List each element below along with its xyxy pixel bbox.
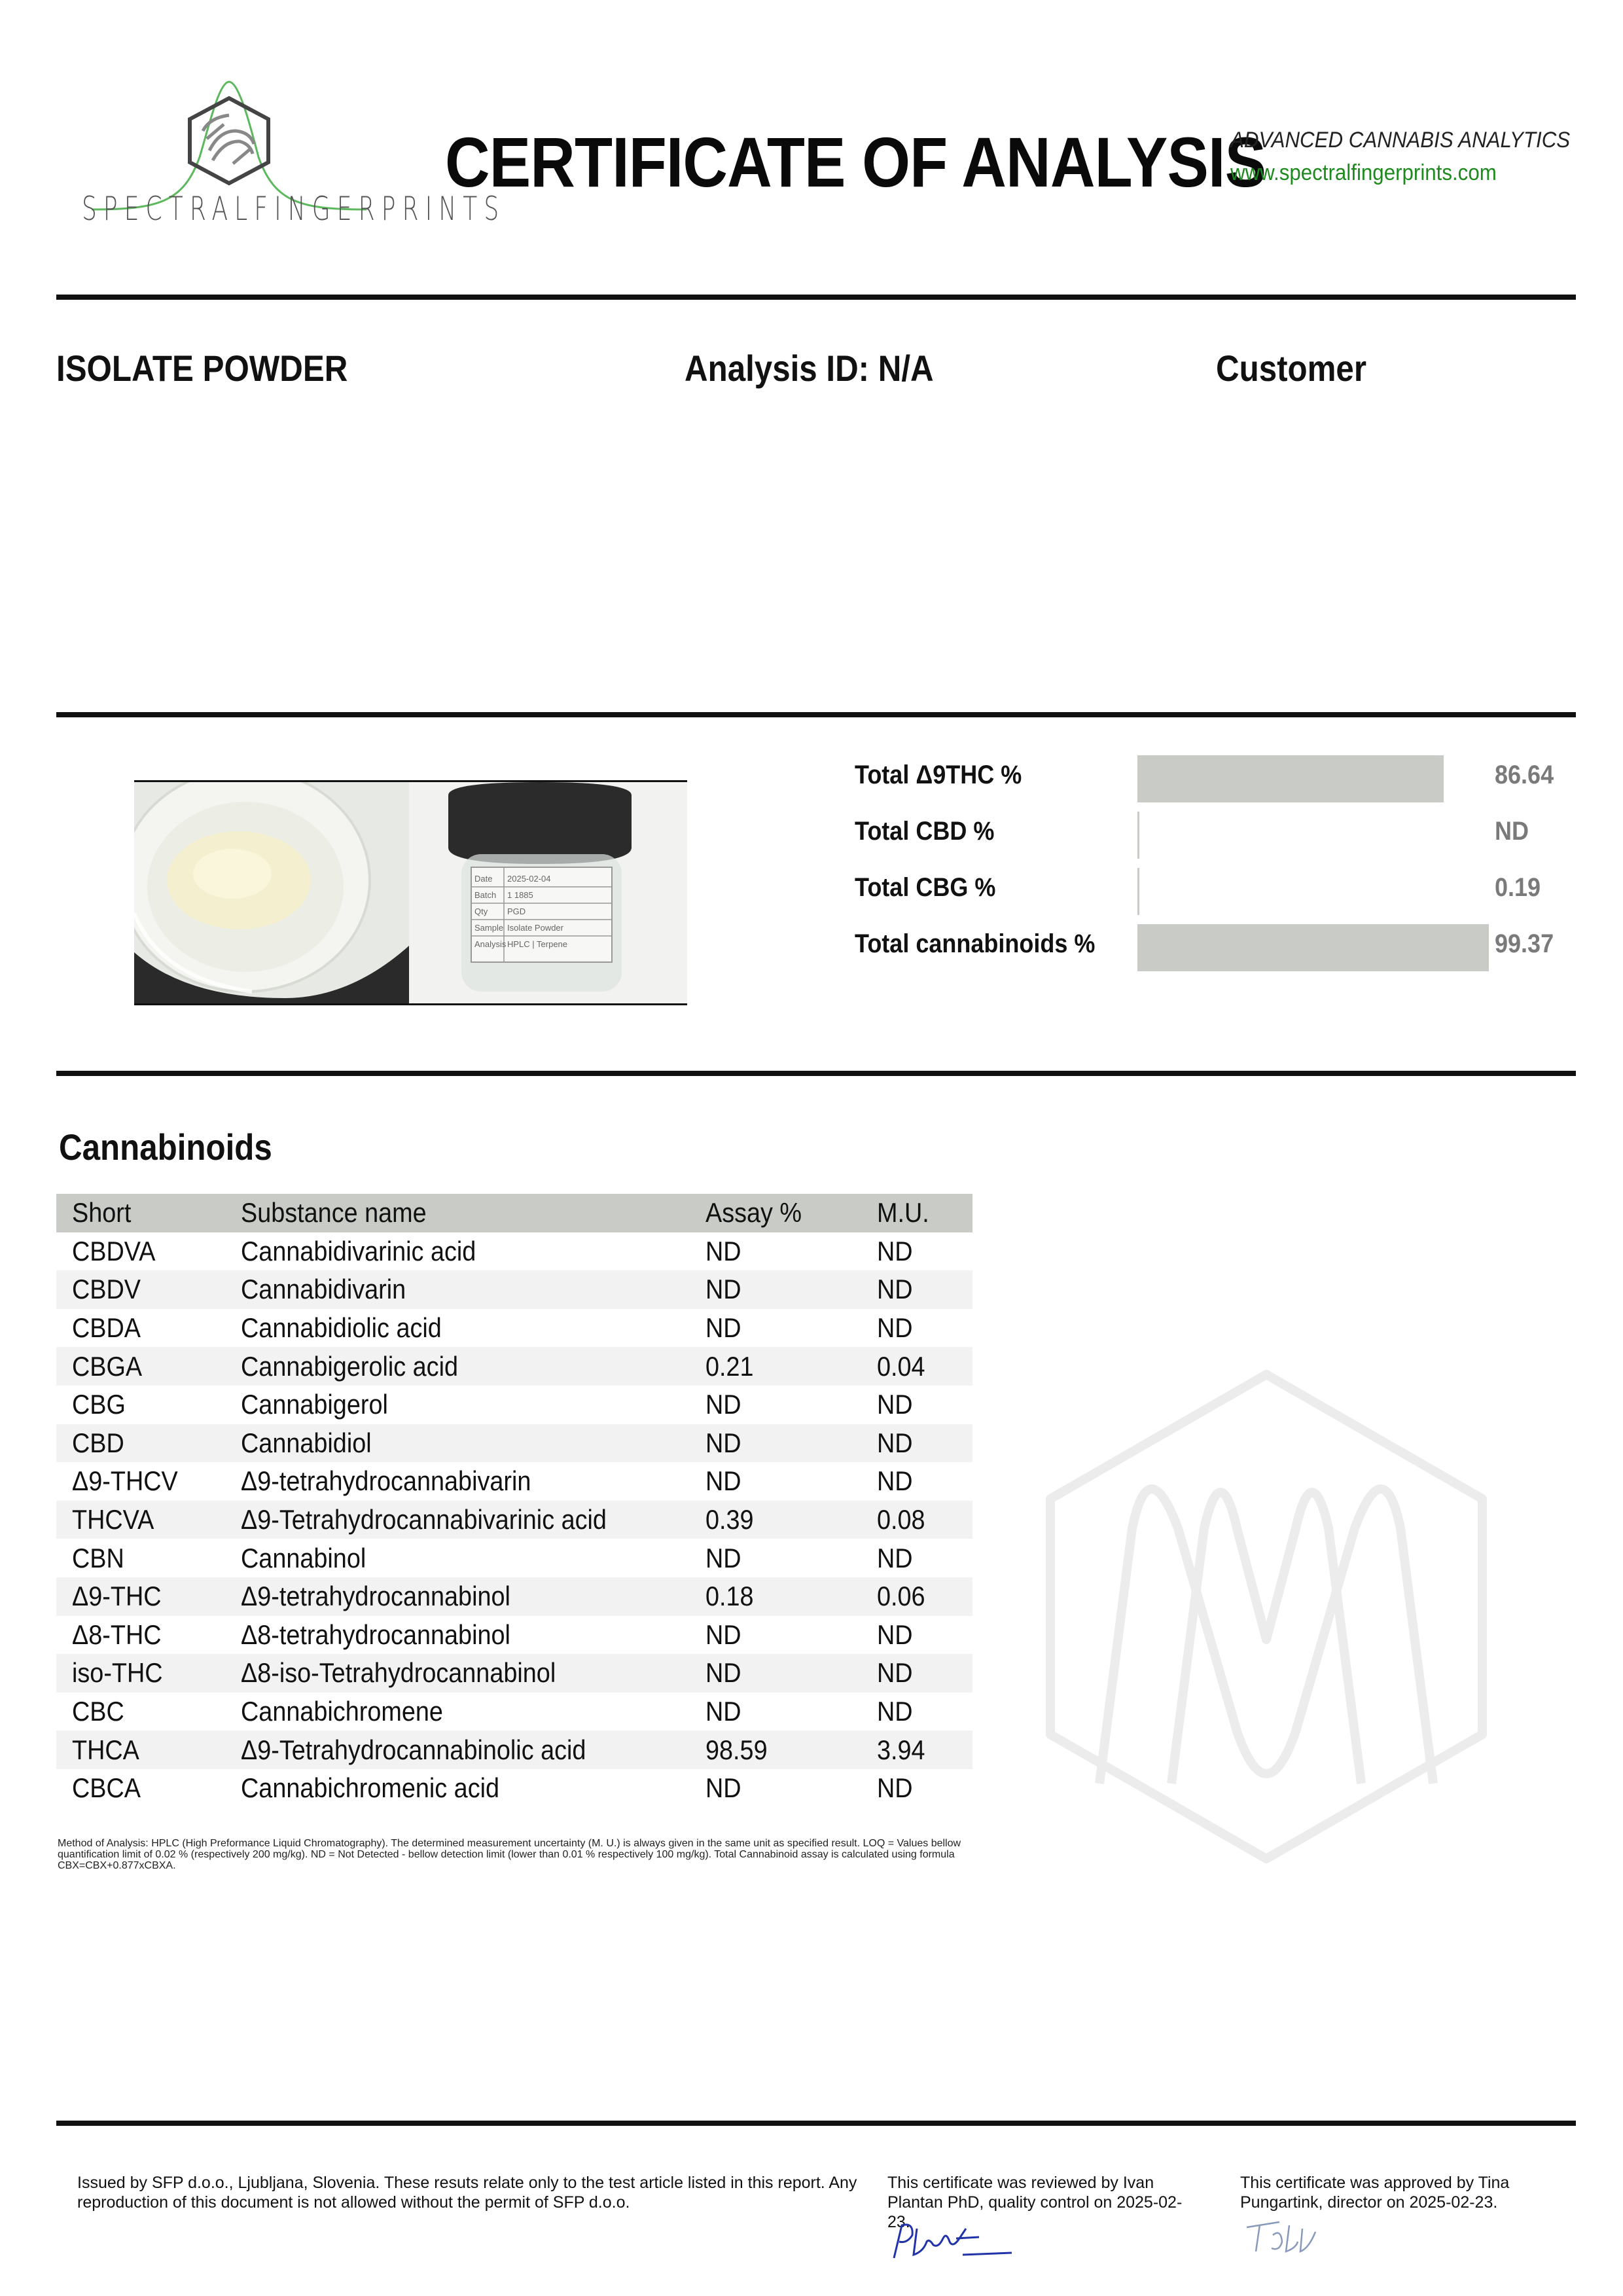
table-header-row: [56, 1194, 972, 1232]
cell-mu: 0.08: [877, 1501, 972, 1539]
analysis-id: Analysis ID: N/A: [685, 348, 934, 389]
cell-assay: ND: [705, 1270, 877, 1309]
cell-substance: Cannabigerol: [241, 1389, 388, 1420]
table-row: [56, 1731, 972, 1769]
cell-short: CBG: [72, 1389, 126, 1420]
cell-substance: Cannabinol: [241, 1542, 366, 1573]
jar-label-key: Analysis: [474, 939, 507, 949]
cell-assay: ND: [705, 1654, 877, 1693]
cell-assay: ND: [705, 1619, 741, 1650]
total-cbg-bar: [1137, 868, 1138, 915]
cell-assay: ND: [705, 1389, 741, 1420]
cell-substance: Cannabidiolic acid: [241, 1312, 442, 1344]
total-d9thc-bar-area: [1137, 755, 1491, 802]
cannabinoids-title: Cannabinoids: [59, 1126, 272, 1168]
cell-assay: 0.18: [705, 1577, 877, 1616]
document-title: CERTIFICATE OF ANALYSIS: [445, 122, 1266, 202]
cell-short: THCA: [56, 1731, 241, 1769]
column-header-assay: Assay %: [705, 1194, 877, 1232]
cell-short: CBN: [72, 1542, 124, 1573]
cell-substance: Δ9-tetrahydrocannabivarin: [241, 1465, 531, 1497]
approver-note: This certificate was approved by Tina Pungartink, director on 2025-02-23.: [1240, 2174, 1510, 2212]
company-website-link[interactable]: www.spectralfingerprints.com: [1230, 160, 1497, 185]
table-row: [56, 1769, 972, 1808]
cannabinoids-table-body: [56, 1232, 972, 1808]
cell-assay: ND: [705, 1465, 741, 1497]
watermark-logo: [1041, 1365, 1492, 1869]
customer-label: Customer: [1216, 348, 1367, 389]
table-row: [56, 1654, 972, 1693]
total-cbg-bar-area: [1137, 868, 1491, 915]
cell-short: Δ8-THC: [72, 1619, 162, 1650]
jar-label-value: PGD: [507, 906, 526, 916]
cell-assay: ND: [705, 1424, 877, 1463]
issuer-note: Issued by SFP d.o.o., Ljubljana, Slovenia. These resuts relate only to the test article listed in this report. Any reproduction of this document is not allowed without the permit of SFP d.o.o.: [77, 2174, 857, 2212]
table-row: [56, 1309, 972, 1348]
table-row: [56, 1270, 972, 1309]
column-header-short: Short: [56, 1194, 241, 1232]
method-note: Method of Analysis: HPLC (High Preformance Liquid Chromatography). The determined measurement uncertainty (M. U.) is always given in the same unit as specified result. LOQ = Values bellow quantification limit of 0.02 % (respectively 200 mg/kg). ND = Not Detected - bellow detection limit (lower than 0.01 % respectively 100 mg/kg). Total Cannabinoid assay is calculated using formula CBX=CBX+0.877xCBXA.: [58, 1838, 961, 1871]
cell-short: iso-THC: [56, 1654, 241, 1693]
cell-substance: Cannabichromene: [241, 1696, 443, 1727]
cell-assay: ND: [705, 1235, 741, 1266]
cell-mu: ND: [877, 1424, 972, 1463]
total-cannabinoids-bar-area: [1137, 924, 1491, 971]
divider: [56, 2121, 1576, 2126]
cell-assay: ND: [705, 1542, 741, 1573]
cell-mu: ND: [877, 1465, 913, 1497]
total-cbd-value: ND: [1495, 817, 1529, 846]
cell-assay: ND: [705, 1772, 741, 1804]
jar-label-value: HPLC | Terpene: [507, 939, 568, 949]
cell-assay: 98.59: [705, 1731, 877, 1769]
table-row: [56, 1232, 972, 1271]
cell-mu: ND: [877, 1270, 972, 1309]
cell-assay: 0.21: [705, 1347, 877, 1386]
cell-mu: ND: [877, 1696, 913, 1727]
jar-label-value: 2025-02-04: [507, 874, 551, 884]
cell-mu: ND: [877, 1542, 913, 1573]
cell-mu: ND: [877, 1389, 913, 1420]
cell-mu: ND: [877, 1235, 913, 1266]
cell-mu: ND: [877, 1312, 913, 1344]
divider: [56, 712, 1576, 717]
jar-side-photo: [409, 782, 687, 1003]
total-cbd-label: Total CBD %: [855, 817, 995, 846]
table-row: [56, 1616, 972, 1655]
logo-wordmark: SPECTRALFINGERPRINTS: [82, 190, 506, 228]
jar-label-key: Batch: [474, 890, 497, 900]
cell-substance: Cannabigerolic acid: [241, 1347, 705, 1386]
jar-label-key: Date: [474, 874, 493, 884]
jar-label-key: Qty: [474, 906, 488, 916]
cell-assay: ND: [705, 1696, 741, 1727]
total-d9thc-value: 86.64: [1495, 761, 1554, 789]
company-tagline: ADVANCED CANNABIS ANALYTICS: [1230, 128, 1571, 152]
cell-assay: 0.39: [705, 1501, 877, 1539]
table-row: [56, 1577, 972, 1616]
cell-mu: 3.94: [877, 1731, 972, 1769]
cell-short: Δ9-THCV: [72, 1465, 178, 1497]
cell-short: CBGA: [56, 1347, 241, 1386]
cell-substance: Δ9-Tetrahydrocannabinolic acid: [241, 1731, 705, 1769]
cell-substance: Cannabidivarin: [241, 1270, 705, 1309]
cell-mu: 0.06: [877, 1577, 972, 1616]
total-cbg-label: Total CBG %: [855, 873, 996, 902]
cell-short: CBDV: [56, 1270, 241, 1309]
cell-mu: ND: [877, 1772, 913, 1804]
cell-substance: Cannabidivarinic acid: [241, 1235, 476, 1266]
total-d9thc-bar: [1137, 755, 1444, 802]
cell-mu: 0.04: [877, 1347, 972, 1386]
divider: [56, 295, 1576, 300]
table-row: [56, 1424, 972, 1463]
cell-substance: Δ8-tetrahydrocannabinol: [241, 1619, 510, 1650]
jar-top-photo: [134, 782, 409, 1003]
column-header-mu: M.U.: [877, 1194, 972, 1232]
cell-short: Δ9-THC: [56, 1577, 241, 1616]
total-cbd-bar-area: [1137, 812, 1491, 859]
cell-substance: Δ9-tetrahydrocannabinol: [241, 1577, 705, 1616]
total-cannabinoids-label: Total cannabinoids %: [855, 929, 1096, 958]
total-cbg-value: 0.19: [1495, 873, 1541, 902]
cell-substance: Cannabichromenic acid: [241, 1772, 500, 1804]
table-row: [56, 1539, 972, 1577]
cell-short: THCVA: [56, 1501, 241, 1539]
cell-substance: Δ8-iso-Tetrahydrocannabinol: [241, 1654, 705, 1693]
product-name: ISOLATE POWDER: [56, 348, 348, 389]
jar-label-value: Isolate Powder: [507, 923, 563, 933]
reviewer-note: This certificate was reviewed by Ivan Plantan PhD, quality control on 2025-02-23.: [887, 2174, 1183, 2231]
total-cbd-baseline: [1137, 812, 1139, 859]
table-row: [56, 1347, 972, 1386]
jar-label-value: 1 1885: [507, 890, 533, 900]
cell-short: CBC: [72, 1696, 124, 1727]
divider: [56, 1071, 1576, 1076]
approver-signature: [1240, 2215, 1332, 2261]
column-header-substance: Substance name: [241, 1194, 705, 1232]
table-row: [56, 1386, 972, 1424]
table-row: [56, 1462, 972, 1501]
cell-short: CBDA: [72, 1312, 141, 1344]
total-cannabinoids-value: 99.37: [1495, 929, 1554, 958]
cell-short: CBD: [56, 1424, 241, 1463]
cell-assay: ND: [705, 1312, 741, 1344]
cell-short: CBCA: [72, 1772, 141, 1804]
cell-short: CBDVA: [72, 1235, 156, 1266]
reviewer-signature: [887, 2219, 1018, 2265]
jar-label-key: Sample: [474, 923, 504, 933]
cell-substance: Δ9-Tetrahydrocannabivarinic acid: [241, 1501, 705, 1539]
total-d9thc-label: Total Δ9THC %: [855, 761, 1022, 789]
cell-substance: Cannabidiol: [241, 1424, 705, 1463]
cannabinoids-table: [56, 1194, 972, 1808]
table-row: [56, 1501, 972, 1539]
sample-photo: [134, 780, 687, 1005]
total-cannabinoids-bar: [1137, 924, 1489, 971]
table-row: [56, 1693, 972, 1731]
cell-mu: ND: [877, 1654, 972, 1693]
cell-mu: ND: [877, 1619, 913, 1650]
